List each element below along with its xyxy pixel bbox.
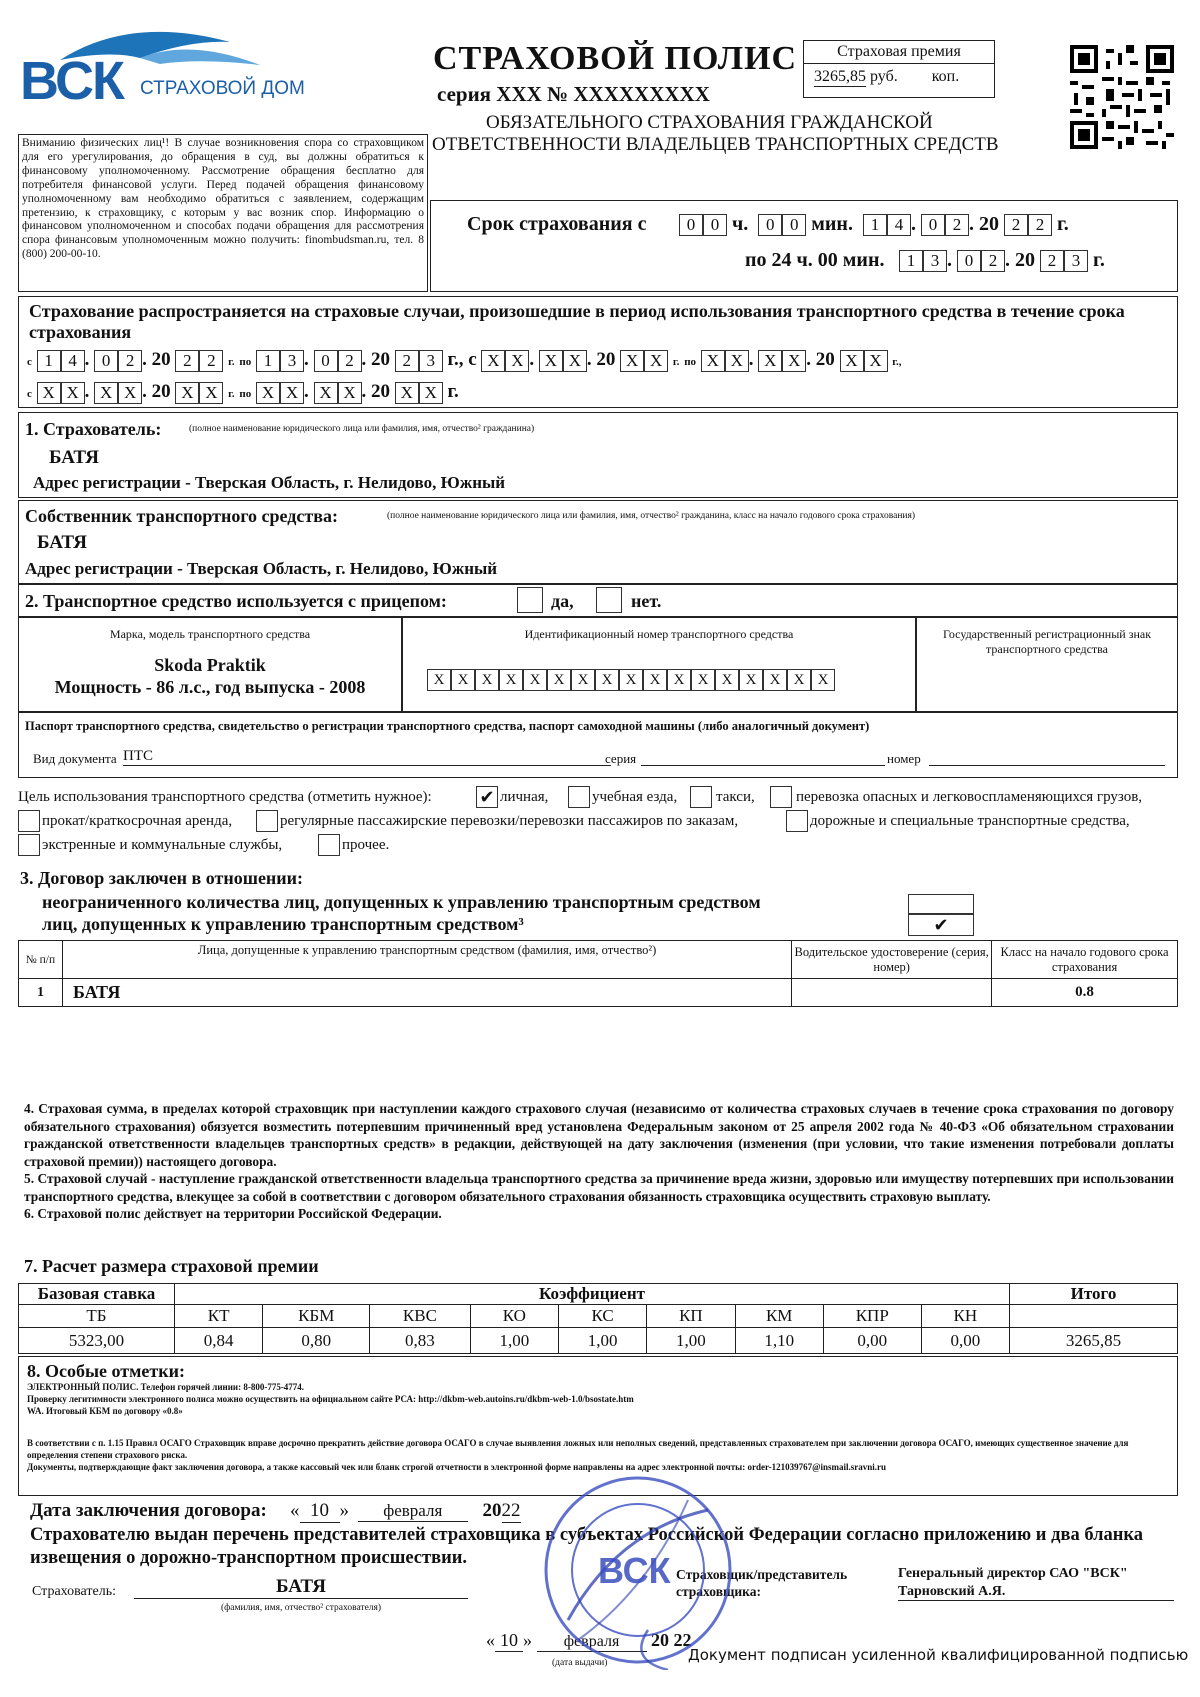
drivers-h-license: Водительское удостоверение (серия, номер) <box>792 941 992 979</box>
vin-cell: X <box>427 669 451 691</box>
calc-head-КН: КН <box>921 1305 1009 1328</box>
purpose-opt-dangerous: перевозка опасных и легковоспламеняющихся грузов, <box>796 789 1143 805</box>
calc-head-КВС: КВС <box>370 1305 471 1328</box>
purpose-other-checkbox[interactable] <box>318 834 340 856</box>
purpose-opt-personal: личная, <box>500 789 549 805</box>
special-l4: В соответствии с п. 1.15 Правил ОСАГО Страховщик вправе досрочно прекратить действие договора ОСАГО в случае выявления ложных или неполных сведений, представленных страхователем при заключении договора ОСАГО, имеющих существенное значение для определения степени страхового риска. <box>27 1438 1129 1460</box>
issue-date: « 10 » февраля 20 22 <box>486 1630 692 1650</box>
calc-total-value: 3265,85 <box>1010 1328 1178 1354</box>
subtitle-1: ОБЯЗАТЕЛЬНОГО СТРАХОВАНИЯ ГРАЖДАНСКОЙ <box>486 112 933 133</box>
purpose-opt-rent: прокат/краткосрочная аренда, <box>42 813 233 829</box>
purpose-opt-emergency: экстренные и коммунальные службы, <box>42 837 283 853</box>
drivers-class: 0.8 <box>992 979 1178 1007</box>
vehicle-box <box>18 616 1178 712</box>
vin-cell: X <box>763 669 787 691</box>
check-mark-icon: ✔ <box>933 915 949 935</box>
insured-label: Страхователь: <box>32 1584 116 1599</box>
p1-to-y1: 2 <box>395 350 419 372</box>
owner-address: Адрес регистрации - Тверская Область, г. Нелидово, Южный <box>25 559 498 578</box>
gc-label: г., с <box>447 349 477 370</box>
insurer-box <box>18 412 1178 498</box>
calc-head-КТ: КТ <box>175 1305 263 1328</box>
series-number: серия XXX № XXXXXXXXX <box>437 82 710 106</box>
p1-from-m1: 0 <box>94 350 118 372</box>
insurer-name: БАТЯ <box>49 447 100 468</box>
s-label: с <box>27 388 32 400</box>
purpose-personal-checkbox[interactable] <box>476 786 498 808</box>
po-label: по <box>239 356 252 368</box>
x-cell: X <box>395 382 419 404</box>
usage-period-title: Страхование распространяется на страховые случаи, произошедшие в период использования транспортного средства в течение срока страхования <box>29 301 1125 342</box>
qr-code <box>1070 45 1174 149</box>
logo-sub: СТРАХОВОЙ ДОМ <box>140 78 305 99</box>
docs-number-field[interactable] <box>929 765 1165 766</box>
x-cell: X <box>37 382 61 404</box>
vin-cell: X <box>811 669 835 691</box>
vin-cell: X <box>499 669 523 691</box>
term-to-yy-1: 2 <box>1040 250 1064 272</box>
purpose-opt-other: прочее. <box>342 837 390 853</box>
vin-cell: X <box>523 669 547 691</box>
x-cell: X <box>620 350 644 372</box>
x-cell: X <box>505 350 529 372</box>
g-label: г. <box>228 356 235 368</box>
date-month: февраля <box>358 1501 468 1522</box>
purpose-section <box>18 786 1178 858</box>
logo-brand: ВСК <box>20 51 123 111</box>
vehicle-col-model: Марка, модель транспортного средства <box>109 627 311 641</box>
p1-from-d1: 1 <box>37 350 61 372</box>
po-label: по <box>684 356 697 368</box>
owner-name: БАТЯ <box>37 532 88 553</box>
docs-title: Паспорт транспортного средства, свидетельство о регистрации транспортного средства, паспорт самоходной машины (либо аналогичный документ) <box>25 719 870 733</box>
drivers-license <box>792 979 992 1007</box>
y20: 20 <box>596 349 616 370</box>
special-l1: ЭЛЕКТРОННЫЙ ПОЛИС. Телефон горячей линии: 8-800-775-4774. <box>27 1382 305 1392</box>
special-box <box>18 1356 1178 1496</box>
vehicle-model: Skoda Praktik <box>154 655 266 675</box>
director-name: Тарновский А.Я. <box>898 1584 1174 1601</box>
premium-kop: коп. <box>931 68 960 85</box>
calc-head-КМ: КМ <box>735 1305 823 1328</box>
trailer-no-label: нет. <box>631 591 662 611</box>
calc-head-total-empty <box>1010 1305 1178 1328</box>
calc-total-header: Итого <box>1010 1284 1178 1305</box>
trailer-box <box>18 584 1178 618</box>
g-label: г. <box>447 381 459 402</box>
y20: 20 <box>151 349 171 370</box>
s-label: с <box>27 356 32 368</box>
docs-series-label: серия <box>605 751 637 766</box>
p1-from-y2: 2 <box>199 350 223 372</box>
vin-cell: X <box>571 669 595 691</box>
trailer-no-checkbox[interactable] <box>596 587 622 613</box>
x-cell: X <box>199 382 223 404</box>
calc-val-КО: 1,00 <box>470 1328 558 1354</box>
special-l3: WA. Итоговый КБМ по договору «0.8» <box>27 1406 183 1416</box>
insured-hint: (фамилия, имя, отчество² страхователя) <box>220 1603 382 1613</box>
calc-val-КПР: 0,00 <box>823 1328 921 1354</box>
vin-cell: X <box>787 669 811 691</box>
check-mark-icon: ✔ <box>479 787 495 807</box>
g-comma: г., <box>892 356 902 368</box>
calc-val-КВС: 0,83 <box>370 1328 471 1354</box>
date-value: « 10 » февраля 2022 <box>290 1500 521 1521</box>
insurer-hint: (полное наименование юридического лица или фамилия, имя, отчество² гражданина) <box>189 424 535 434</box>
usage-period-box <box>18 296 1178 408</box>
term-from-h-1: 0 <box>679 214 703 236</box>
calc-val-row <box>19 1328 1178 1354</box>
vehicle-col-vin: Идентификационный номер транспортного средства <box>524 627 794 641</box>
drivers-num: 1 <box>19 979 63 1007</box>
calc-head-КС: КС <box>558 1305 646 1328</box>
list-note: Страхователю выдан перечень представителей страховщика в субъектах Российской Федерации согласно приложению и два бланка извещения о дорожно-транспортном происшествии. <box>30 1525 1144 1568</box>
notice-box <box>18 134 428 292</box>
term-to-d-1: 1 <box>899 250 923 272</box>
page-title: СТРАХОВОЙ ПОЛИС <box>433 40 798 77</box>
logo <box>20 20 340 110</box>
premium-label: Страховая премия <box>804 43 994 64</box>
trailer-title: 2. Транспортное средство используется с прицепом: <box>25 591 447 611</box>
x-cell: X <box>256 382 280 404</box>
term-to-y: 20 <box>1015 249 1035 271</box>
docs-type-label: Вид документа <box>33 751 117 766</box>
vehicle-col-plate: Государственный регистрационный знак транспортного средства <box>942 627 1152 656</box>
owner-title: Собственник транспортного средства: <box>25 506 338 526</box>
g-label: г. <box>1056 213 1069 235</box>
term-to-mo-1: 0 <box>957 250 981 272</box>
stamp-text: ВСК <box>598 1550 671 1591</box>
calc-val-КП: 1,00 <box>647 1328 735 1354</box>
y20: 20 <box>151 381 171 402</box>
x-cell: X <box>481 350 505 372</box>
purpose-training-checkbox[interactable] <box>568 786 590 808</box>
p1-to-y2: 3 <box>419 350 443 372</box>
vin-cell: X <box>451 669 475 691</box>
premium-rub: руб. <box>870 68 898 85</box>
p1-from-d2: 4 <box>61 350 85 372</box>
purpose-road-checkbox[interactable] <box>786 810 808 832</box>
premium-box <box>803 40 995 98</box>
calc-val-КТ: 0,84 <box>175 1328 263 1354</box>
vin-cells <box>427 669 835 691</box>
docs-number-label: номер <box>887 751 921 766</box>
x-cell: X <box>61 382 85 404</box>
purpose-emergency-checkbox[interactable] <box>18 834 40 856</box>
premium-value: 3265,85 <box>814 68 866 85</box>
contract-title: 3. Договор заключен в отношении: <box>20 868 304 888</box>
trailer-yes-checkbox[interactable] <box>517 587 543 613</box>
calc-table <box>18 1283 1178 1354</box>
special-l2: Проверку легитимности электронного полиса можно осуществить на официальном сайте РСА: http://dkbm-web.autoins.ru/dkbm-web-1.0/bsostate.htm <box>27 1394 634 1404</box>
term-from-row: 0 0 ч. 0 0 мин. 1 4 . 0 2 . 20 2 2 г. <box>679 213 1069 236</box>
purpose-opt-training: учебная езда, <box>592 789 678 805</box>
calc-val-ТБ: 5323,00 <box>19 1328 175 1354</box>
clauses <box>24 1100 1174 1223</box>
purpose-opt-road: дорожные и специальные транспортные средства, <box>810 813 1130 829</box>
calc-title: 7. Расчет размера страховой премии <box>24 1256 319 1276</box>
date-day: 10 <box>300 1500 340 1523</box>
drivers-table <box>18 940 1178 1007</box>
calc-head-КП: КП <box>647 1305 735 1328</box>
drivers-h-num: № п/п <box>19 941 63 979</box>
calc-val-КМ: 1,10 <box>735 1328 823 1354</box>
x-cell: X <box>725 350 749 372</box>
y20: 20 <box>815 349 835 370</box>
calc-head-КБМ: КБМ <box>263 1305 370 1328</box>
term-from-d-2: 4 <box>887 214 911 236</box>
usage-period-row-2: с X X . X X . 20 X X г. по X X . X X . 20 X X г. <box>27 381 459 402</box>
vehicle-power: Мощность - 86 л.с., год выпуска - 2008 <box>54 677 366 697</box>
term-from-m-1: 0 <box>758 214 782 236</box>
x-cell: X <box>864 350 888 372</box>
y20: 20 <box>371 349 390 370</box>
x-cell: X <box>118 382 142 404</box>
purpose-taxi-checkbox[interactable] <box>690 786 712 808</box>
purpose-opt-taxi: такси, <box>716 789 755 805</box>
signed-note: Документ подписан усиленной квалифицированной подписью <box>688 1646 1189 1664</box>
p1-to-m2: 2 <box>338 350 362 372</box>
term-to-label: по 24 ч. 00 мин. <box>745 249 885 271</box>
term-from-h-2: 0 <box>703 214 727 236</box>
term-to-mo-2: 2 <box>981 250 1005 272</box>
term-box <box>430 200 1178 292</box>
purpose-opt-passenger: регулярные пассажирские перевозки/перевозки пассажиров по заказам, <box>280 813 739 829</box>
x-cell: X <box>701 350 725 372</box>
purpose-passenger-checkbox[interactable] <box>256 810 278 832</box>
clause-5: 5. Страховой случай - наступление гражданской ответственности владельца транспортного средства за причинение вреда жизни, здоровью или имуществу потерпевших при использовании транспортного средства, влекущее за собой в соответствии с договором обязательного страхования обязанность страховщика осуществить страховую выплату. <box>24 1171 1174 1204</box>
p1-to-d2: 3 <box>280 350 304 372</box>
issue-year: 20 22 <box>651 1630 692 1650</box>
clause-6: 6. Страховой полис действует на территории Российской Федерации. <box>24 1206 442 1221</box>
x-cell: X <box>758 350 782 372</box>
calc-val-КБМ: 0,80 <box>263 1328 370 1354</box>
po-label: по <box>239 388 252 400</box>
vin-cell: X <box>715 669 739 691</box>
date-label: Дата заключения договора: <box>30 1500 267 1521</box>
vin-cell: X <box>739 669 763 691</box>
calc-val-КН: 0,00 <box>921 1328 1009 1354</box>
issue-hint: (дата выдачи) <box>552 1658 608 1668</box>
calc-head-КПР: КПР <box>823 1305 921 1328</box>
term-from-d-1: 1 <box>863 214 887 236</box>
term-to-d-2: 3 <box>923 250 947 272</box>
g-label: г. <box>1093 249 1105 271</box>
vin-cell: X <box>643 669 667 691</box>
x-cell: X <box>94 382 118 404</box>
vin-cell: X <box>691 669 715 691</box>
p1-to-d1: 1 <box>256 350 280 372</box>
term-to-row: 1 3 . 0 2 . 20 2 3 г. <box>899 249 1105 272</box>
x-cell: X <box>840 350 864 372</box>
y20: 20 <box>371 381 390 402</box>
term-from-mo-1: 0 <box>921 214 945 236</box>
purpose-dangerous-checkbox[interactable] <box>770 786 792 808</box>
x-cell: X <box>175 382 199 404</box>
x-cell: X <box>280 382 304 404</box>
vin-cell: X <box>547 669 571 691</box>
date-year-pre: 20 <box>482 1500 502 1521</box>
x-cell: X <box>314 382 338 404</box>
term-from-yy-2: 2 <box>1028 214 1052 236</box>
x-cell: X <box>563 350 587 372</box>
insured-name: БАТЯ <box>134 1576 468 1599</box>
calc-val-КС: 1,00 <box>558 1328 646 1354</box>
x-cell: X <box>338 382 362 404</box>
term-from-label: Срок страхования с <box>467 213 647 235</box>
p1-to-m1: 0 <box>314 350 338 372</box>
trailer-yes-label: да, <box>551 591 574 611</box>
issue-month: февраля <box>537 1633 647 1652</box>
special-title: 8. Особые отметки: <box>27 1361 185 1381</box>
x-cell: X <box>644 350 668 372</box>
docs-box <box>18 712 1178 778</box>
drivers-name: БАТЯ <box>62 979 791 1007</box>
term-from-y: 20 <box>978 213 999 235</box>
calc-head-row <box>19 1305 1178 1328</box>
g-label: г. <box>228 388 235 400</box>
insurer-title: 1. Страхователь: <box>25 419 162 439</box>
calc-head-ТБ: ТБ <box>19 1305 175 1328</box>
min-label: мин. <box>811 213 853 235</box>
notice-text: Вниманию физических лиц¹! В случае возникновения спора со страховщиком для его урегулирования, до обращения в суд, вы должны обратиться к финансовому уполномоченному. Рассмотрение обращения бесплатно для потребителя финансовой услуги. Перед подачей обращения финансовому уполномоченному вам необходимо обратиться с заявлением, содержащим претензию, к страховщику, с которым у вас возник спор. Информацию о финансовом уполномоченном и способах подачи обращения для рассмотрения спора финансовым уполномоченным можно получить: finombudsman.ru, тел. 8 (800) 200-00-10. <box>22 137 424 261</box>
x-cell: X <box>419 382 443 404</box>
calc-head-КО: КО <box>470 1305 558 1328</box>
insurer-rep-label: Страховщик/представитель страховщика: <box>676 1567 848 1599</box>
issue-day: 10 <box>495 1630 523 1652</box>
term-from-mo-2: 2 <box>945 214 969 236</box>
calc-coef-header: Коэффициент <box>175 1284 1010 1305</box>
clause-4: 4. Страховая сумма, в пределах которой страховщик при наступлении каждого страхового случая (независимо от количества страховых случаев в течение срока страхования по договору обязательного страхования) обязуется возместить потерпевшим причиненный вред установлена Федеральным законом от 25 апреля 2002 года № 40-ФЗ «Об обязательном страховании гражданской ответственности владельцев транспортных средств» в редакции, действующей на дату заключения (изменения (при условии, что такие изменения потребовали доплаты страховой премии)) настоящего договора. <box>24 1101 1174 1169</box>
purpose-label: Цель использования транспортного средства (отметить нужное): <box>18 789 432 805</box>
insurer-address: Адрес регистрации - Тверская Область, г. Нелидово, Южный <box>33 473 506 492</box>
drivers-h-class: Класс на начало годового срока страхования <box>992 941 1178 979</box>
docs-series-field[interactable] <box>641 765 885 766</box>
contract-limited-checkbox[interactable] <box>908 914 974 936</box>
g-label: г. <box>672 356 680 368</box>
subtitle-2: ОТВЕТСТВЕННОСТИ ВЛАДЕЛЬЦЕВ ТРАНСПОРТНЫХ СРЕДСТВ <box>432 134 999 155</box>
vin-cell: X <box>619 669 643 691</box>
x-cell: X <box>539 350 563 372</box>
drivers-h-person: Лица, допущенные к управлению транспортным средством (фамилия, имя, отчество²) <box>62 941 791 979</box>
term-from-yy-1: 2 <box>1004 214 1028 236</box>
usage-period-row-1: с 1 4 . 0 2 . 20 2 2 г. по 1 3 . 0 2 . 20 2 3 г., с X X . X X . 20 X X г. по X X . X X . 20 X X г., <box>27 349 902 370</box>
p1-from-y1: 2 <box>175 350 199 372</box>
p1-from-m2: 2 <box>118 350 142 372</box>
owner-hint: (полное наименование юридического лица или фамилия, имя, отчество² гражданина, класс на начало годового срока страхования) <box>387 511 916 521</box>
docs-type-value: ПТС <box>123 748 611 766</box>
h-label: ч. <box>732 213 749 235</box>
date-year: 22 <box>501 1500 521 1521</box>
term-to-yy-2: 3 <box>1064 250 1088 272</box>
vin-cell: X <box>595 669 619 691</box>
special-l5: Документы, подтверждающие факт заключения договора, а также кассовый чек или бланк строгой отчетности в электронной форме направлены на адрес электронной почты: order-121039767@insmail.sravni.ru <box>27 1462 886 1472</box>
vin-cell: X <box>667 669 691 691</box>
table-row <box>19 979 1178 1007</box>
x-cell: X <box>782 350 806 372</box>
contract-unlimited-checkbox[interactable] <box>908 894 974 914</box>
contract-opt-unlimited: неограниченного количества лиц, допущенных к управлению транспортным средством <box>42 892 761 912</box>
contract-opt-limited: лиц, допущенных к управлению транспортным средством³ <box>42 914 524 934</box>
calc-base-header: Базовая ставка <box>19 1284 175 1305</box>
term-from-m-2: 0 <box>782 214 806 236</box>
purpose-rent-checkbox[interactable] <box>18 810 40 832</box>
director-title: Генеральный директор САО "ВСК" <box>898 1566 1128 1581</box>
owner-box <box>18 500 1178 584</box>
vin-cell: X <box>475 669 499 691</box>
